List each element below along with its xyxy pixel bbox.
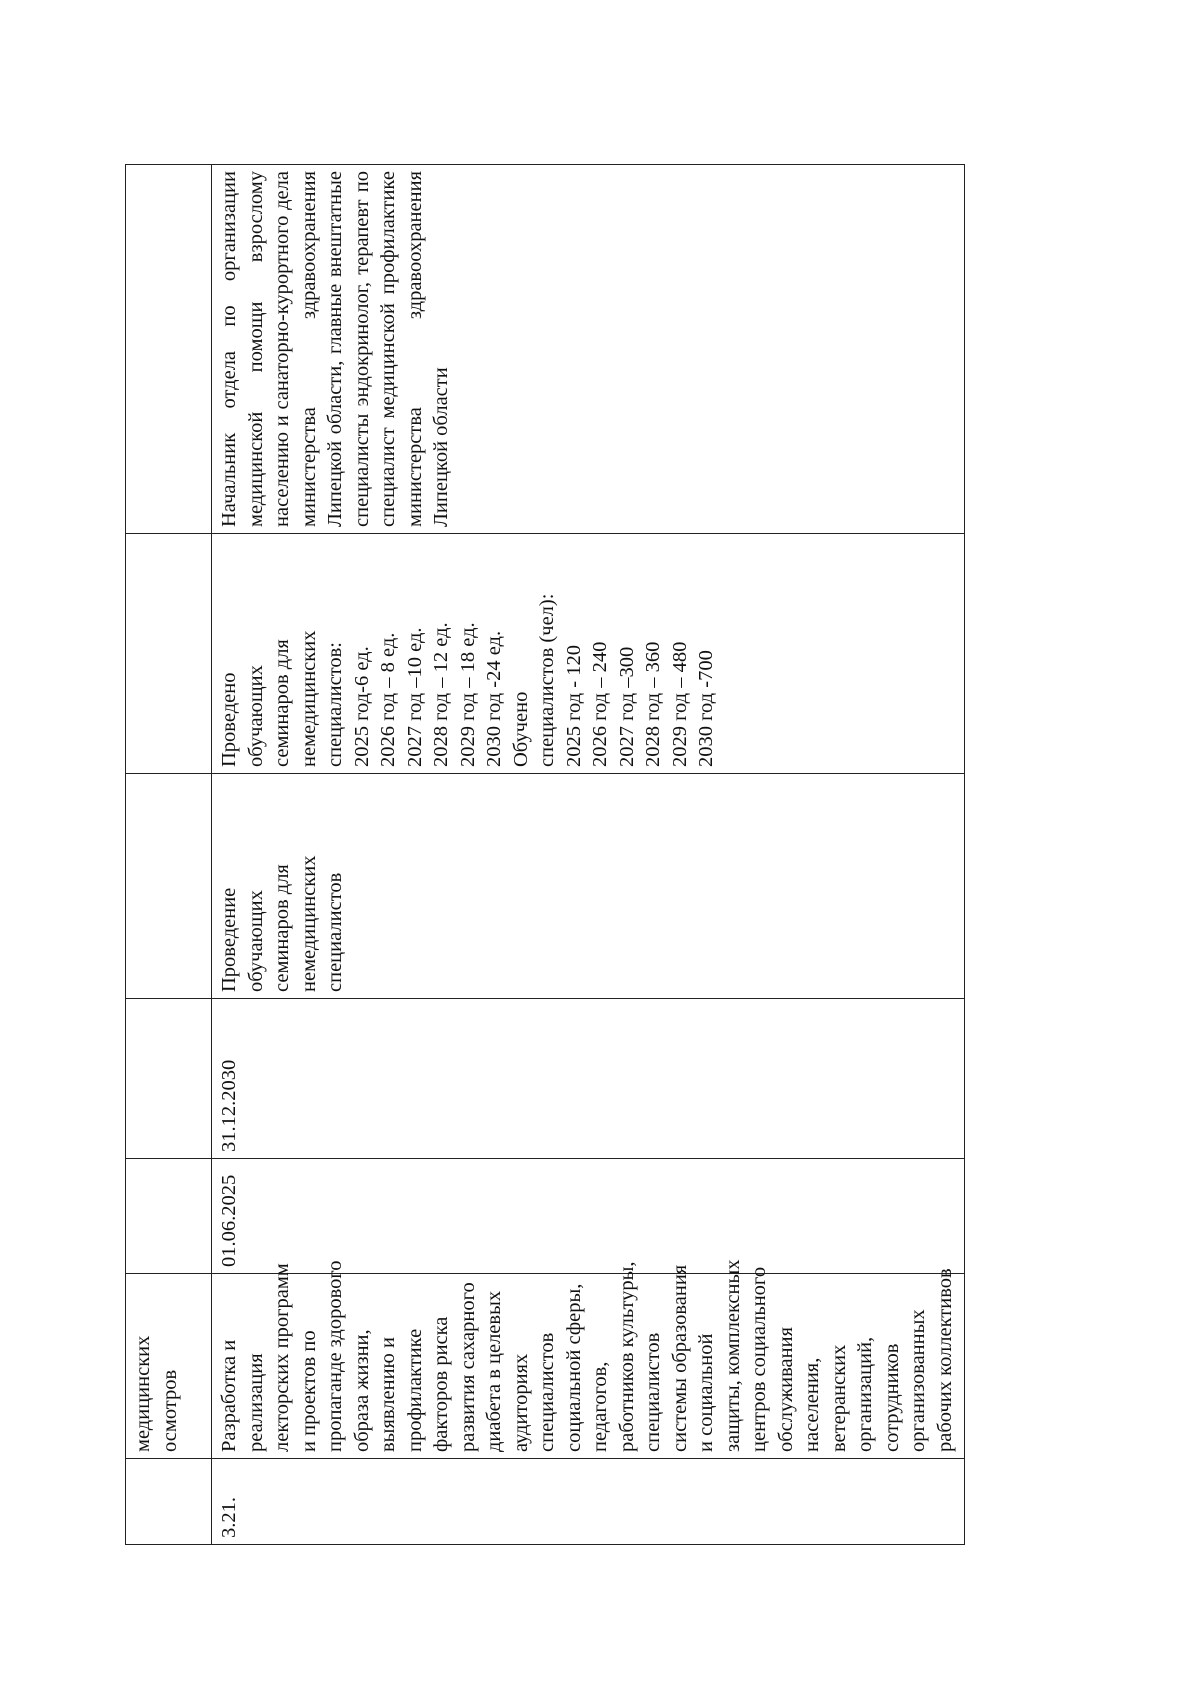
name-line: рабочих коллективов [933,1268,956,1452]
result-line: немедицинских [297,630,320,767]
name-line: организованных [907,1309,929,1452]
result-line: 2027 год –300 [615,646,638,767]
name-line: социальной сферы, [562,1283,585,1452]
name-line: специалистов [642,1332,664,1452]
result-line: Проведено [218,672,240,767]
cont-name-line: осмотров [158,1369,181,1452]
name-line: ветеранских [827,1344,850,1452]
result-line: 2025 год - 120 [562,645,585,767]
result-line: 2030 год -700 [695,650,717,767]
name-line: организаций, [854,1336,876,1452]
result-line: 2030 год -24 ед. [483,630,505,767]
name-line: Разработка и [218,1339,240,1452]
row-number: 3.21. [218,1497,240,1538]
responsible-text: Начальник отдела по организации медицинской помощи взрослому населению и санаторно-курортного дела министерства здравоохранения Липецкой области, главные внештатные специалисты эндокринолог, терапевт по специалист медицинской профилактике министерства здравоохранения Липецкой области [218,171,452,527]
cont-number-cell [126,1459,212,1545]
result-line: 2029 год – 480 [668,641,691,767]
result-line: 2026 год – 8 ед. [377,632,399,767]
measures-table [125,164,965,1545]
result-line: Обучено [509,691,532,767]
start-date: 01.06.2025 [218,1174,240,1267]
name-line: работников культуры, [615,1261,638,1452]
continuation-row [126,165,212,1545]
name-line: факторов риска [430,1316,452,1452]
start-date-cell [212,1159,965,1274]
result-line: 2029 год – 18 ед. [456,622,479,767]
cont-end-cell [126,999,212,1159]
name-line: обслуживания [774,1326,797,1452]
name-line: педагогов, [589,1361,611,1452]
rotated-table-wrapper [125,165,965,1545]
name-line: профилактике [403,1328,426,1452]
name-line: диабета в целевых [483,1290,505,1452]
description-line: специалистов [324,872,346,992]
result-line: 2025 год-6 ед. [350,646,373,767]
name-line: системы образования [668,1264,691,1452]
name-line: развития сахарного [456,1282,479,1452]
name-line: центров социального [748,1266,770,1452]
result-line: 2027 год –10 ед. [403,627,426,767]
table-row-3-21 [212,165,965,1545]
measure-name-cell [212,1259,965,1459]
name-line: аудиториях [509,1353,532,1452]
name-line: пропаганде здорового [324,1260,346,1452]
responsible-cell [212,165,965,534]
name-line: сотрудников [880,1343,903,1452]
result-line: семинаров для [271,639,293,767]
name-line: реализация [244,1353,267,1452]
cont-result-cell [126,534,212,774]
cont-start-cell [126,1159,212,1274]
result-cell [212,534,965,774]
description-line: Проведение [218,887,240,992]
description-line: немедицинских [297,855,320,992]
cont-responsible-cell [126,165,212,534]
result-line: 2026 год – 240 [589,641,611,767]
result-line: специалистов (чел): [536,593,558,767]
result-line: специалистов: [324,641,346,767]
description-line: обучающих [244,890,267,992]
name-line: и проектов по [297,1330,320,1452]
name-line: специалистов [536,1332,558,1452]
result-line: 2028 год – 12 ед. [430,622,452,767]
name-line: выявлению и [377,1337,399,1452]
name-line: защиты, комплексных [721,1259,744,1452]
description-cell [212,774,965,999]
name-line: населения, [801,1357,823,1452]
cont-name-cell [126,1274,212,1459]
description-line: семинаров для [271,864,293,992]
result-line: 2028 год – 360 [642,641,664,767]
end-date: 31.12.2030 [218,1059,240,1152]
cont-description-cell [126,774,212,999]
name-line: и социальной [695,1333,717,1452]
row-number-cell [212,1459,965,1545]
result-line: обучающих [244,665,267,767]
name-line: образа жизни, [350,1329,373,1452]
cont-name-line: медицинских [132,1335,154,1452]
name-line: лекторских программ [271,1263,293,1452]
end-date-cell [212,999,965,1159]
